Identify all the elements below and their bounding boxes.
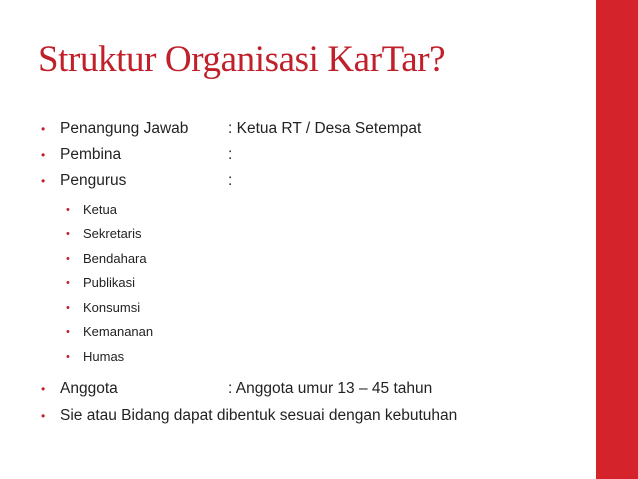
bullet-icon: • [41, 174, 46, 188]
bullet-icon: • [41, 382, 46, 396]
bullet-icon: • [41, 148, 46, 162]
bullet-icon: • [66, 253, 70, 265]
item-label: Penangung Jawab [60, 120, 189, 137]
sub-item-label: Konsumsi [83, 300, 141, 315]
sub-item-label: Humas [83, 349, 125, 364]
bullet-icon: • [66, 351, 70, 363]
sub-item-label: Bendahara [83, 251, 147, 266]
sub-item-label: Kemananan [83, 324, 154, 339]
bullet-icon: • [66, 277, 70, 289]
sub-item-label: Sekretaris [83, 226, 142, 241]
bullet-icon: • [66, 204, 70, 216]
item-label: Anggota [60, 380, 118, 397]
item-value: : Ketua RT / Desa Setempat [228, 120, 422, 137]
bullet-icon: • [41, 409, 46, 423]
sidebar-accent-bar [596, 0, 638, 479]
sub-item-label: Publikasi [83, 275, 136, 290]
item-value: : Anggota umur 13 – 45 tahun [228, 380, 433, 397]
bullet-icon: • [66, 228, 70, 240]
item-value: : [228, 146, 233, 163]
bullet-icon: • [66, 302, 70, 314]
bullet-icon: • [66, 326, 70, 338]
bullet-icon: • [41, 122, 46, 136]
item-label: Pengurus [60, 172, 127, 189]
item-label: Sie atau Bidang dapat dibentuk sesuai dengan kebutuhan [60, 407, 458, 424]
item-value: : [228, 172, 233, 189]
item-label: Pembina [60, 146, 122, 163]
slide-title: Struktur Organisasi KarTar? [38, 39, 446, 80]
sub-item-label: Ketua [83, 202, 117, 217]
